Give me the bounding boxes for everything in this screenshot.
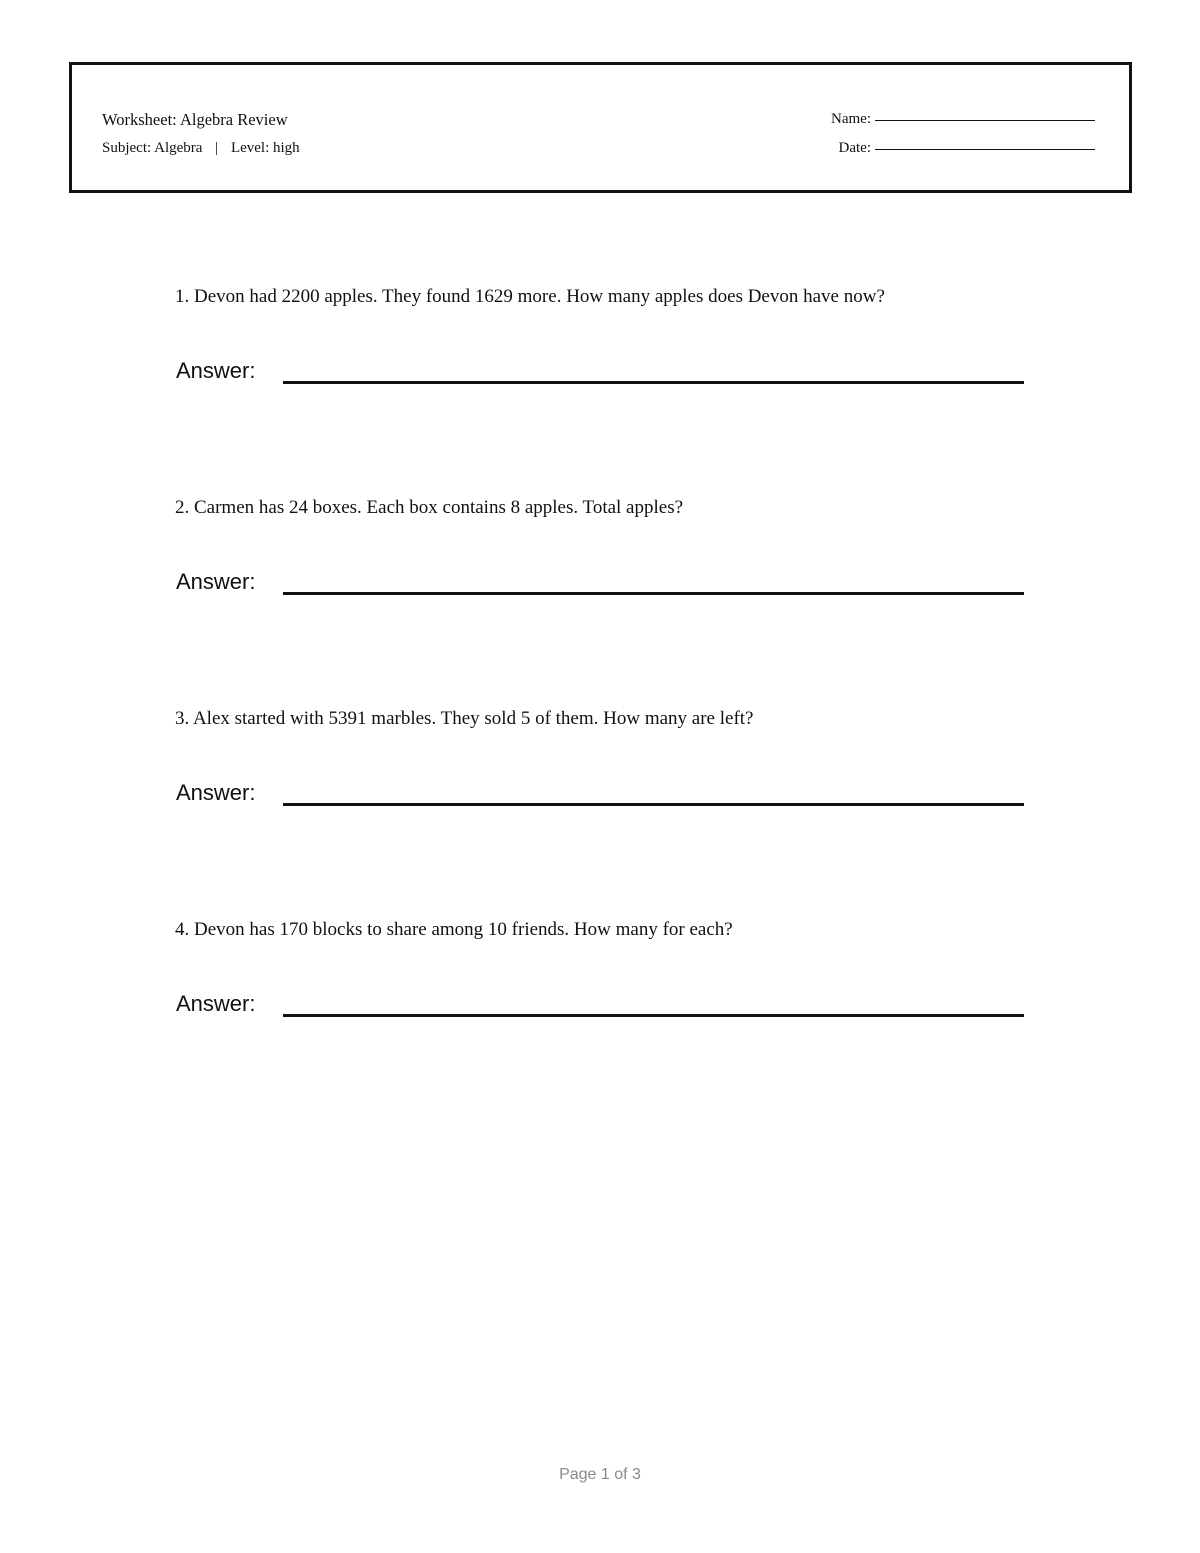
answer-row[interactable]: [175, 568, 1075, 608]
answer-line[interactable]: [283, 592, 1024, 595]
subject-level-line: [102, 134, 300, 163]
worksheet-header: [69, 62, 1132, 193]
answer-line[interactable]: [283, 1014, 1024, 1017]
question-text: 3. Alex started with 5391 marbles. They sold 5 of them. How many are left?: [175, 708, 754, 729]
answer-row[interactable]: [175, 779, 1075, 819]
level-label: Level:: [230, 140, 270, 156]
level-value: high: [273, 140, 300, 156]
answer-row[interactable]: [175, 990, 1075, 1030]
name-blank-line[interactable]: [875, 119, 1095, 121]
question-item: [175, 918, 1075, 1030]
answer-label: Answer:: [176, 569, 256, 594]
subject-value: Algebra: [154, 140, 203, 156]
date-blank-line[interactable]: [875, 148, 1095, 150]
answer-line[interactable]: [283, 803, 1024, 806]
answer-row[interactable]: [175, 357, 1075, 397]
date-label: Date:: [838, 140, 871, 156]
answer-label: Answer:: [176, 991, 256, 1016]
question-text: 4. Devon has 170 blocks to share among 10 friends. How many for each?: [175, 919, 733, 940]
answer-line[interactable]: [283, 381, 1024, 384]
header-info: [102, 105, 300, 163]
subject-label: Subject:: [102, 140, 152, 156]
answer-label: Answer:: [176, 780, 256, 805]
page-number: Page 1 of 3: [559, 1466, 641, 1483]
question-item: [175, 285, 1075, 397]
question-item: [175, 707, 1075, 819]
student-fields: [831, 105, 1095, 163]
name-field[interactable]: [831, 105, 1095, 134]
meta-separator: |: [215, 140, 219, 156]
question-item: [175, 496, 1075, 608]
date-field[interactable]: [831, 134, 1095, 163]
question-text: 2. Carmen has 24 boxes. Each box contains 8 apples. Total apples?: [175, 497, 684, 518]
name-label: Name:: [831, 111, 871, 127]
question-text: 1. Devon had 2200 apples. They found 1629 more. How many apples does Devon have now?: [175, 286, 885, 307]
worksheet-title: Worksheet: Algebra Review: [102, 110, 288, 129]
answer-label: Answer:: [176, 358, 256, 383]
